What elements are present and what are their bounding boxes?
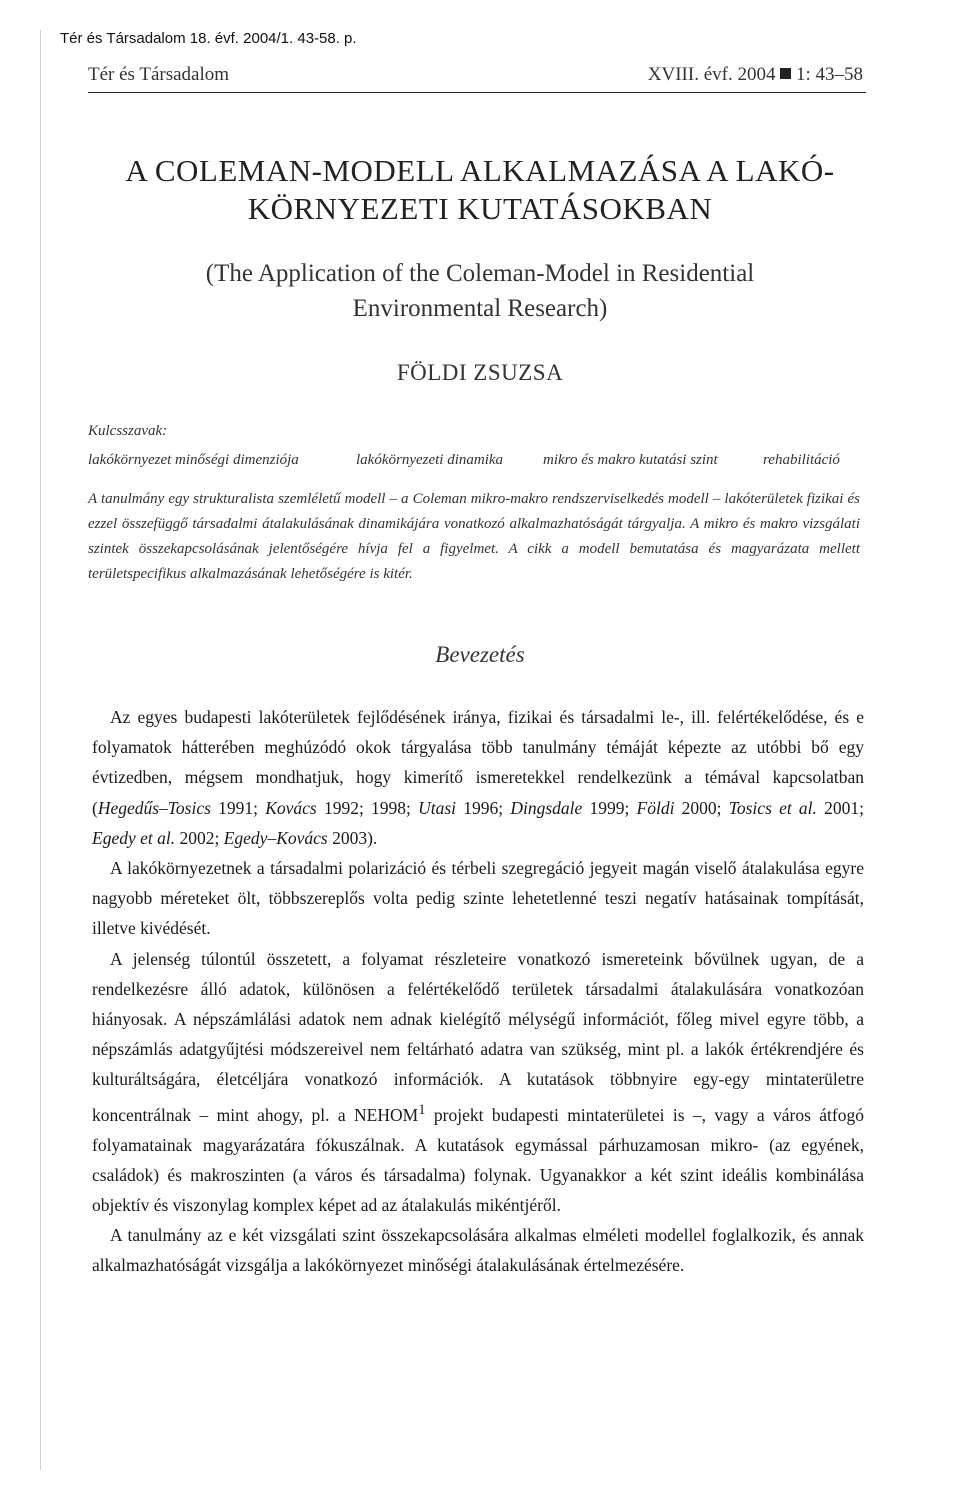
citation-author: Dingsdale bbox=[510, 797, 583, 818]
volume-issue bbox=[648, 64, 863, 86]
citation-author: Hegedűs–Tosics bbox=[97, 797, 211, 818]
paragraph: A tanulmány az e két vizsgálati szint összekapcsolására alkalmas elméleti modellel foglalkozik, és annak alkalmazhatóságát vizsgálja a lakókörnyezet minőségi átalakulásának értelmezésére. bbox=[92, 1225, 864, 1276]
citation-author: Egedy–Kovács bbox=[223, 827, 328, 848]
running-header bbox=[88, 64, 863, 90]
citation-author: Tosics et al. bbox=[728, 797, 817, 818]
keyword-item: rehabilitáció bbox=[763, 452, 840, 468]
keyword-item: lakókörnyezeti dinamika bbox=[356, 452, 504, 468]
square-bullet-icon bbox=[780, 68, 791, 79]
body-text bbox=[92, 702, 864, 1281]
keywords-heading: Kulcsszavak: bbox=[88, 423, 168, 439]
article-title bbox=[60, 152, 900, 228]
keyword-item: mikro és makro kutatási szint bbox=[543, 452, 718, 468]
english-subtitle bbox=[60, 256, 900, 326]
paragraph: Az egyes budapesti lakóterületek fejlődésének iránya, fizikai és társadalmi le-, ill. felértékelődése, és e folyamatok hátterében meghúzódó okok tárgyalása több tanulmány témáját képezte az utóbbi bő egy évtizedben, mégsem mondhatjuk, hogy kimerítő ismeretekkel rendelkezünk a témával kapcsolatban (Hegedűs–Tosics 1991; Kovács 1992; 1998; Utasi 1996; Dingsdale 1999; Földi 2000; Tosics et al. 2001; Egedy et al. 2002; Egedy–Kovács 2003). bbox=[92, 707, 864, 848]
title-line-2: KÖRNYEZETI KUTATÁSOKBAN bbox=[247, 191, 713, 226]
section-heading: Bevezetés bbox=[435, 642, 525, 667]
keyword-item: lakókörnyezet minőségi dimenziója bbox=[88, 452, 299, 468]
footnote-marker[interactable]: 1 bbox=[418, 1101, 426, 1118]
citation-author: Kovács bbox=[265, 797, 317, 818]
abstract: A tanulmány egy strukturalista szemléletű modell – a Coleman mikro-makro rendszerviselkedés modell – lakóterületek fizikai és ezzel összefüggő társadalmi átalakulásának dinamikájára vonatkozó alkalmazhatóságát tárgyalja. A mikro és makro vizsgálati szintek összekapcsolásának jelentőségére hívja fel a figyelmet. A cikk a modell bemutatása és magyarázata mellett területspecifikus alkalmazásának lehetőségére is kitér. bbox=[88, 491, 860, 582]
page-left-edge-rule bbox=[40, 30, 41, 1470]
header-rule bbox=[88, 92, 866, 93]
citation-author: Utasi bbox=[418, 797, 457, 818]
citation-author: Egedy et al. bbox=[92, 827, 176, 848]
issue-pages: 1: 43–58 bbox=[795, 64, 863, 85]
citation-line: Tér és Társadalom 18. évf. 2004/1. 43-58. p. bbox=[60, 30, 357, 47]
volume-year: XVIII. évf. 2004 bbox=[647, 64, 776, 85]
subtitle-line-2: Environmental Research) bbox=[352, 295, 608, 322]
paragraph: A lakókörnyezetnek a társadalmi polarizáció és térbeli szegregáció jegyeit magán viselő átalakulása egyre nagyobb méreteket ölt, többszereplős volta pedig szinte lehetetlenné teszi negatív hatásainak tompítását, illetve kivédését. bbox=[92, 858, 864, 939]
author-name: FÖLDI ZSUZSA bbox=[396, 360, 564, 385]
citation-author: Földi bbox=[636, 797, 675, 818]
journal-name: Tér és Társadalom bbox=[88, 64, 230, 85]
title-line-1: A COLEMAN-MODELL ALKALMAZÁSA A LAKÓ- bbox=[125, 153, 835, 188]
paragraph: A jelenség túlontúl összetett, a folyamat részleteire vonatkozó ismereteink bővülnek ugyan, de a rendelkezésre álló adatok, különösen a felértékelődő területek társadalmi átalakulására vonatkozóan hiányosak. A népszámlálási adatok nem adnak kielégítő mélységű információt, főleg mivel egyre több, a népszámlás adatgyűjtési módszereivel nem feltárható adatra van szükség, mint pl. a lakók értékrendjére és kulturáltságára, életcéljára vonatkozó információk. A kutatások többnyire egy-egy mintaterületre koncentrálnak – mint ahogy, pl. a NEHOM$^1$ projekt budapesti mintaterületei is –, vagy a város átfogó folyamatainak magyarázatára fókuszálnak. A kutatások egymással párhuzamosan mikro- (az egyének, családok) és makroszinten (a város és társadalma) folynak. Ugyanakkor a két szint ideális kombinálása objektív és viszonylag komplex képet ad az átalakulás mikéntjéről. bbox=[92, 948, 864, 1216]
subtitle-line-1: (The Application of the Coleman-Model in Residential bbox=[205, 260, 755, 287]
